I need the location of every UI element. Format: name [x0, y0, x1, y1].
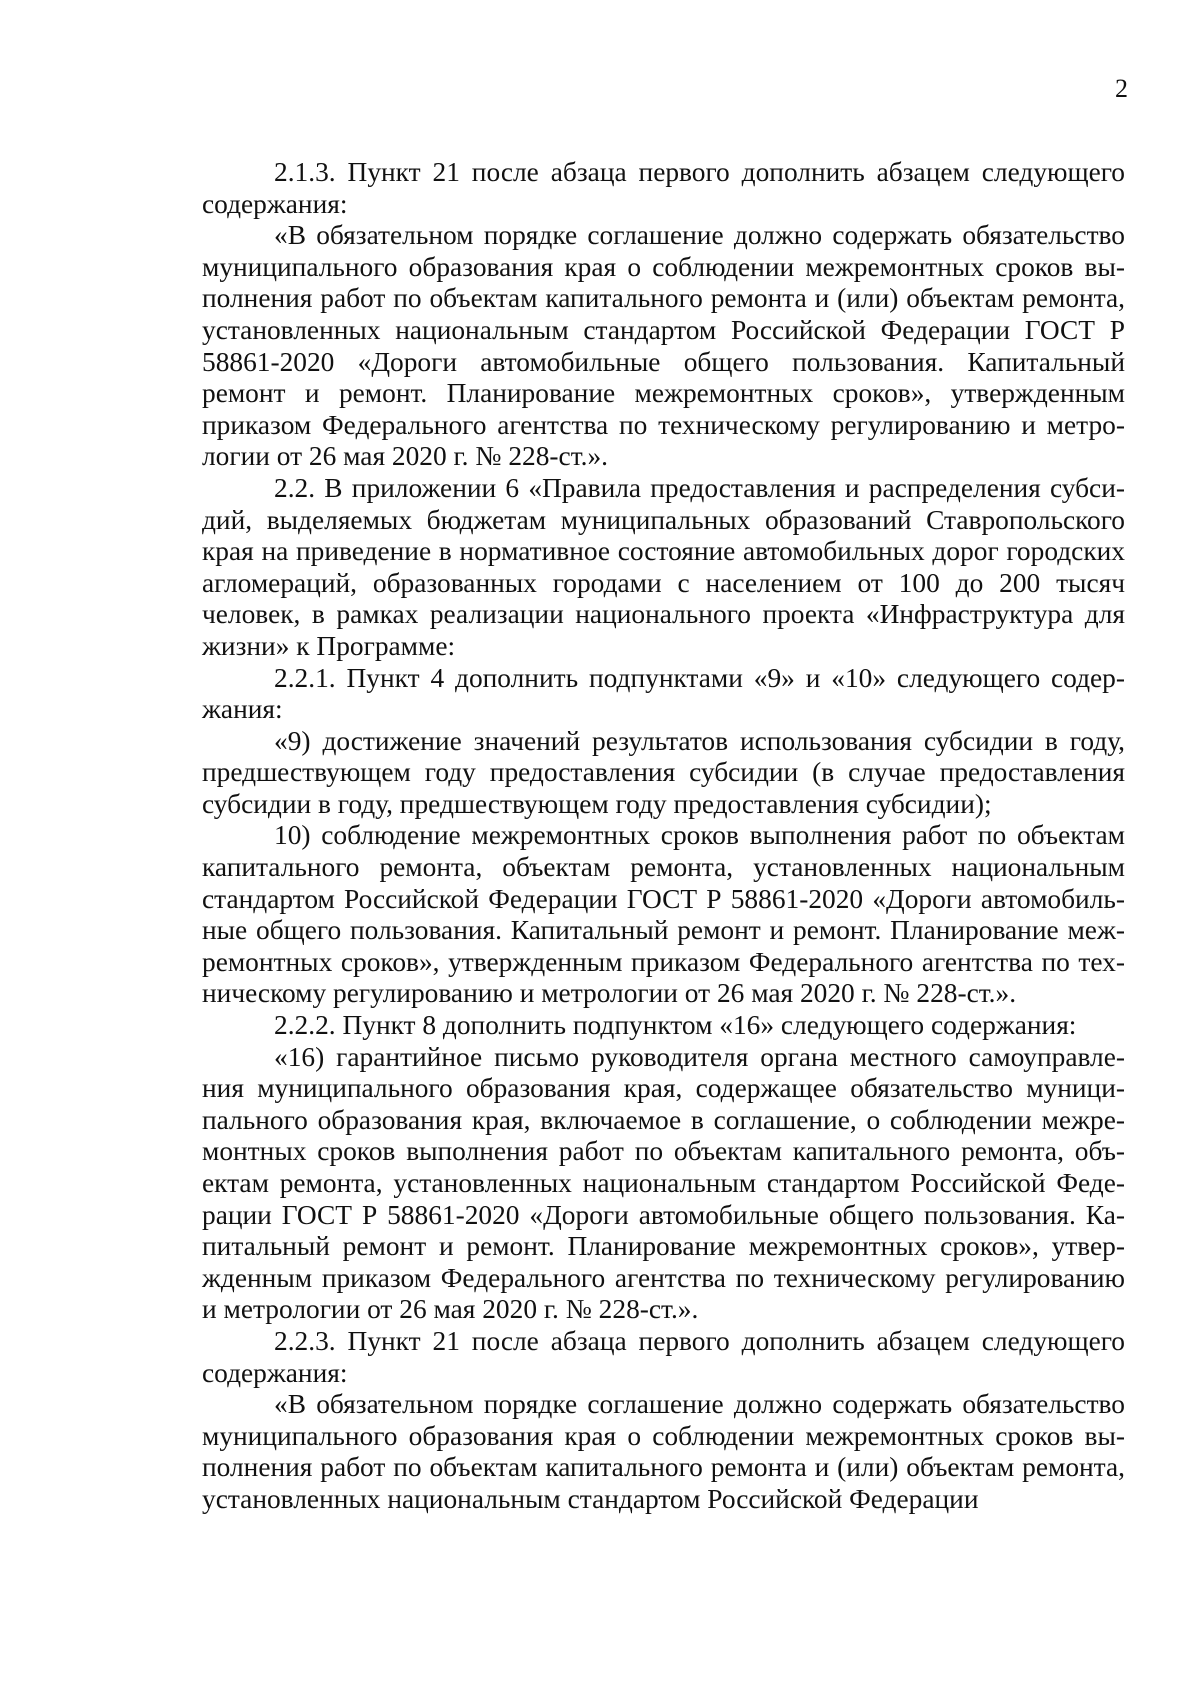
- paragraph-2-2-2: 2.2.2. Пункт 8 дополнить подпунктом «16» следующего содержания:: [274, 1010, 1077, 1041]
- paragraph-2-2-1: 2.2.1. Пункт 4 дополнить подпунктами «9» и «10» следующего содержания:: [202, 662, 1125, 725]
- document-body: [202, 157, 1125, 1516]
- paragraph-2-2: 2.2. В приложении 6 «Правила предоставления и распределения субсидий, выделяемых бюджетам муниципальных образований Ставропольского края на приведение в нормативное состояние автомобильных дорог городских агломераций, образованных городами с населением от 100 до 200 тысяч человек, в рамках реализации национального проекта «Инфраструктура для жизни» к Программе:: [202, 472, 1125, 661]
- paragraph-2-2-3: 2.2.3. Пункт 21 после абзаца первого дополнить абзацем следующего содержания:: [202, 1325, 1125, 1388]
- paragraph-2-1-3: 2.1.3. Пункт 21 после абзаца первого дополнить абзацем следующего содержания:: [202, 157, 1125, 219]
- paragraph-quote-obligation-2: «В обязательном порядке соглашение должно содержать обязательство муниципального образования края о соблюдении межремонтных сроков выполнения работ по объектам капитального ремонта и (или) объектам ремонта, установленных национальным стандартом Российской Федерации: [202, 1389, 1125, 1514]
- paragraph-quote-obligation: «В обязательном порядке соглашение должно содержать обязательство муниципального образования края о соблюдении межремонтных сроков выполнения работ по объектам капитального ремонта и (или) объектам ремонта, установленных национальным стандартом Российской Федерации ГОСТ Р 58861-2020 «Дороги автомобильные общего пользования. Капитальный ремонт и ремонт. Планирование межремонтных сроков», утвержденным приказом Федерального агентства по техническому регулированию и метрологии от 26 мая 2020 г. № 228-ст.».: [202, 220, 1125, 472]
- paragraph-subitem-16: «16) гарантийное письмо руководителя органа местного самоуправления муниципального образования края, содержащее обязательство муниципального образования края, включаемое в соглашение, о соблюдении межремонтных сроков выполнения работ по объектам капитального ремонта, объектам ремонта, установленных национальным стандартом Российской Федерации ГОСТ Р 58861-2020 «Дороги автомобильные общего пользования. Капитальный ремонт и ремонт. Планирование межремонтных сроков», утвержденным приказом Федерального агентства по техническому регулированию и метрологии от 26 мая 2020 г. № 228-ст.».: [202, 1041, 1125, 1325]
- page-number: 2: [1115, 74, 1128, 103]
- paragraph-subitem-10: 10) соблюдение межремонтных сроков выполнения работ по объектам капитального ремонта, объектам ремонта, установленных национальным стандартом Российской Федерации ГОСТ Р 58861-2020 «Дороги автомобильные общего пользования. Капитальный ремонт и ремонт. Планирование межремонтных сроков», утвержденным приказом Федерального агентства по техническому регулированию и метрологии от 26 мая 2020 г. № 228-ст.».: [202, 820, 1125, 1009]
- paragraph-subitem-9: «9) достижение значений результатов использования субсидии в году, предшествующем году предоставления субсидии (в случае предоставления субсидии в году, предшествующем году предоставления субсидии);: [202, 725, 1125, 819]
